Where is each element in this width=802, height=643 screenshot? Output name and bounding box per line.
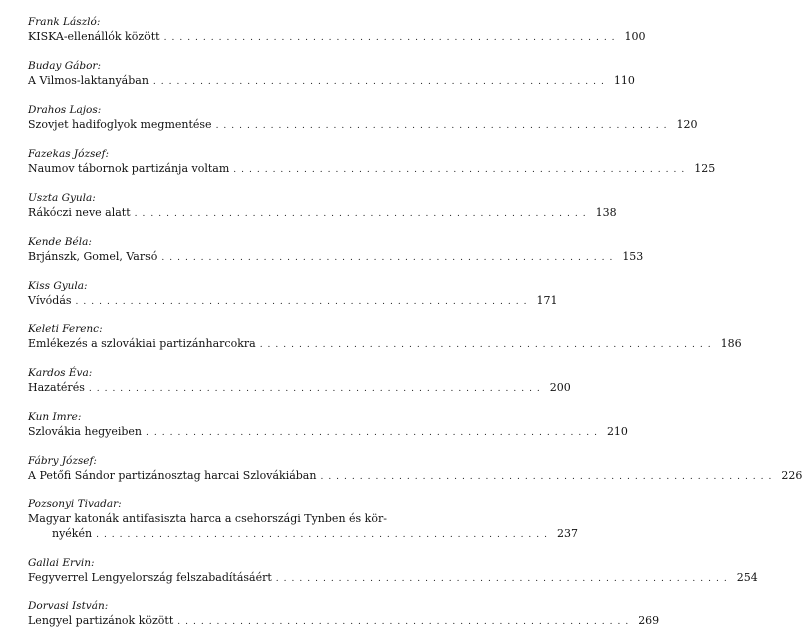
toc-entry <box>28 192 617 220</box>
entry-page-number: 100 <box>624 30 646 43</box>
dot-leader: .......................................................... <box>259 340 716 350</box>
dot-leader: .......................................................... <box>215 121 672 131</box>
toc-entry <box>28 411 628 439</box>
toc-entry <box>28 104 698 132</box>
entry-title: Brjánszk, Gomel, Varsó <box>28 250 158 263</box>
toc-entry <box>28 60 635 88</box>
entry-page-number: 153 <box>622 250 644 263</box>
entry-page-number: 110 <box>613 74 635 87</box>
entry-title: A Petőfi Sándor partizánosztag harcai Szlovákiában <box>28 469 317 482</box>
entry-title: Emlékezés a szlovákiai partizánharcokra <box>28 337 256 350</box>
entry-author: Kun Imre: <box>28 411 82 423</box>
entry-page-number: 120 <box>676 118 698 131</box>
entry-author: Drahos Lajos: <box>28 104 102 116</box>
toc-entry <box>28 557 758 585</box>
entry-author: Gallai Ervin: <box>28 557 95 569</box>
dot-leader: .......................................................... <box>152 77 609 87</box>
entry-title: Hazatérés <box>28 381 85 394</box>
toc-entry <box>28 498 579 541</box>
entry-title: Lengyel partizánok között <box>28 614 174 627</box>
toc-entry <box>28 148 716 176</box>
entry-author: Kiss Gyula: <box>28 280 88 292</box>
dot-leader: .......................................................... <box>75 297 532 307</box>
entry-page-number: 138 <box>595 206 617 219</box>
entry-author: Keleti Ferenc: <box>28 323 103 335</box>
toc-entry <box>28 236 644 264</box>
entry-page-number: 210 <box>606 425 628 438</box>
toc-entry <box>28 16 646 44</box>
toc-entry <box>28 455 802 483</box>
entry-page-number: 237 <box>557 527 579 540</box>
entry-author: Kende Béla: <box>28 236 92 248</box>
entry-author: Fábry József: <box>28 455 97 467</box>
entry-page-number: 226 <box>781 469 802 482</box>
entry-author: Pozsonyi Tivadar: <box>28 498 122 510</box>
dot-leader: .......................................................... <box>163 33 620 43</box>
entry-title-continuation: nyékén <box>52 527 93 540</box>
entry-author: Kardos Éva: <box>28 367 93 379</box>
entry-title: Naumov tábornok partizánja voltam <box>28 162 230 175</box>
entry-page-number: 171 <box>536 294 558 307</box>
dot-leader: .......................................................... <box>275 574 732 584</box>
toc-entry <box>28 280 558 308</box>
dot-leader: .......................................................... <box>146 428 602 438</box>
entry-page-number: 125 <box>694 162 716 175</box>
toc-entry <box>28 323 742 351</box>
entry-page-number: 269 <box>638 614 660 627</box>
dot-leader: .......................................................... <box>233 165 690 175</box>
entry-author: Fazekas József: <box>28 148 110 160</box>
entry-author: Frank László: <box>28 16 101 28</box>
entry-page-number: 200 <box>549 381 571 394</box>
toc-entry <box>28 367 571 395</box>
entry-author: Uszta Gyula: <box>28 192 96 204</box>
entry-title: A Vilmos-laktanyában <box>28 74 149 87</box>
dot-leader: .......................................................... <box>320 472 777 482</box>
dot-leader: .......................................................... <box>96 530 553 540</box>
entry-title: Vívódás <box>28 294 72 307</box>
entry-title: Szovjet hadifoglyok megmentése <box>28 118 212 131</box>
entry-title: Rákóczi neve alatt <box>28 206 131 219</box>
entry-title: Fegyverrel Lengyelország felszabadításáért <box>28 571 272 584</box>
entry-title: KISKA-ellenállók között <box>28 30 160 43</box>
toc-entry <box>28 600 660 628</box>
dot-leader: .......................................................... <box>177 617 634 627</box>
entry-title: Magyar katonák antifasiszta harca a csehországi Tynben és kör- <box>28 512 387 525</box>
entry-author: Buday Gábor: <box>28 60 101 72</box>
entry-author: Dorvasi István: <box>28 600 109 612</box>
dot-leader: .......................................................... <box>88 384 545 394</box>
entry-page-number: 254 <box>736 571 758 584</box>
entry-title: Szlovákia hegyeiben <box>28 425 142 438</box>
dot-leader: .......................................................... <box>161 253 618 263</box>
entry-page-number: 186 <box>720 337 742 350</box>
dot-leader: .......................................................... <box>134 209 591 219</box>
